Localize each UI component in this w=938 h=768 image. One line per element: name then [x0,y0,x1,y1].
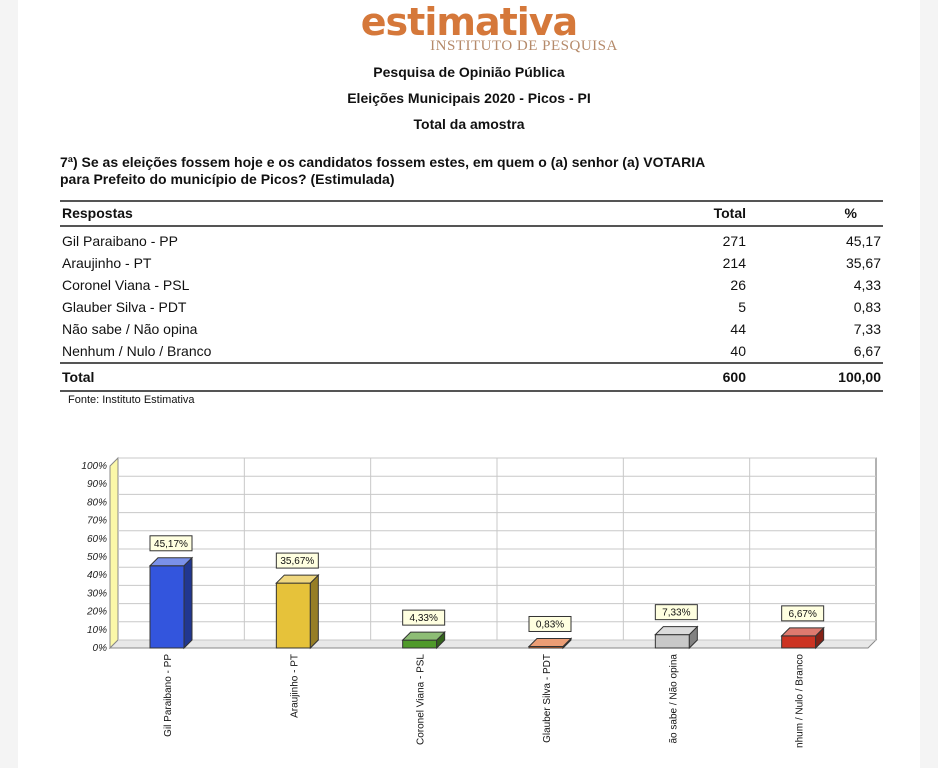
x-category-label: Gil Paraibano - PP [163,654,174,737]
bar-top [403,632,445,640]
row-answer: Coronel Viana - PSL [62,277,190,293]
question-line-2: para Prefeito do município de Picos? (Estimulada) [60,171,395,187]
source-note: Fonte: Instituto Estimativa [68,394,195,406]
row-total: 26 [730,277,746,293]
data-label: 0,83% [535,619,565,631]
y-tick-label: 30% [86,588,107,600]
row-total: 44 [730,321,746,337]
row-total: 40 [730,343,746,359]
bar-side [184,558,192,648]
bar-top [150,558,192,566]
y-tick-label: 70% [86,515,107,527]
bar [150,566,184,648]
x-category-label: Araujinho - PT [289,654,301,718]
row-pct: 7,33 [853,321,881,337]
y-tick-label: 20% [86,606,107,618]
plot-left-wall [110,458,118,648]
row-total: 271 [722,233,746,249]
x-category-label: ão sabe / Não opina [668,654,680,744]
y-tick-label: 60% [86,533,107,545]
bar-top [782,628,824,636]
row-answer: Gil Paraibano - PP [62,233,178,249]
header-answer: Respostas [60,201,654,226]
header-pct: % [748,201,883,226]
x-category-label: Coronel Viana - PSL [415,654,427,745]
row-answer: Araujinho - PT [62,255,152,271]
y-tick-label: 100% [81,461,107,472]
y-tick-label: 80% [86,497,107,509]
row-total: 214 [722,255,746,271]
row-pct: 45,17 [845,233,881,249]
survey-title: Pesquisa de Opinião Pública [373,64,565,80]
sample-label: Total da amostra [413,116,525,132]
data-label: 4,33% [409,613,438,625]
row-pct: 35,67 [845,255,881,271]
data-label: 6,67% [788,608,817,620]
bar-side [310,575,318,648]
data-label: 35,67% [280,556,315,568]
row-answer: Nenhum / Nulo / Branco [62,343,212,359]
total-pct: 100,00 [748,363,883,391]
bar-chart [18,0,920,768]
y-tick-label: 50% [86,552,107,563]
survey-subtitle: Eleições Municipais 2020 - Picos - PI [347,90,591,106]
header-total: Total [654,201,748,226]
row-answer: Não sabe / Não opina [62,321,198,337]
y-tick-label: 10% [86,624,107,636]
total-count: 600 [654,363,748,391]
bar-top [529,638,571,646]
y-tick-label: 0% [92,643,107,654]
row-total: 5 [738,299,746,315]
row-pct: 4,33 [853,277,881,293]
x-category-label: Glauber Silva - PDT [542,654,553,743]
plot-floor [110,640,876,648]
bar [782,636,816,648]
data-label: 45,17% [154,538,188,550]
brand-name: estimativa [360,0,578,44]
x-category-label: nhum / Nulo / Branco [794,654,806,748]
row-pct: 0,83 [853,299,881,315]
report-page [18,0,920,768]
y-tick-label: 40% [86,570,107,582]
total-answer: Total [60,363,654,391]
row-answer: Glauber Silva - PDT [62,299,187,315]
question-line-1: 7ª) Se as eleições fossem hoje e os candidatos fossem estes, em quem o (a) senhor (a) VOTARIA [60,154,706,170]
bar [655,635,689,648]
bar [276,583,310,648]
bar [403,640,437,648]
bar-top [655,627,697,635]
brand-subtitle: INSTITUTO DE PESQUISA [430,38,618,54]
data-label: 7,33% [662,607,691,619]
row-pct: 6,67 [853,343,881,359]
y-tick-label: 90% [86,479,107,491]
bar-top [276,575,318,583]
